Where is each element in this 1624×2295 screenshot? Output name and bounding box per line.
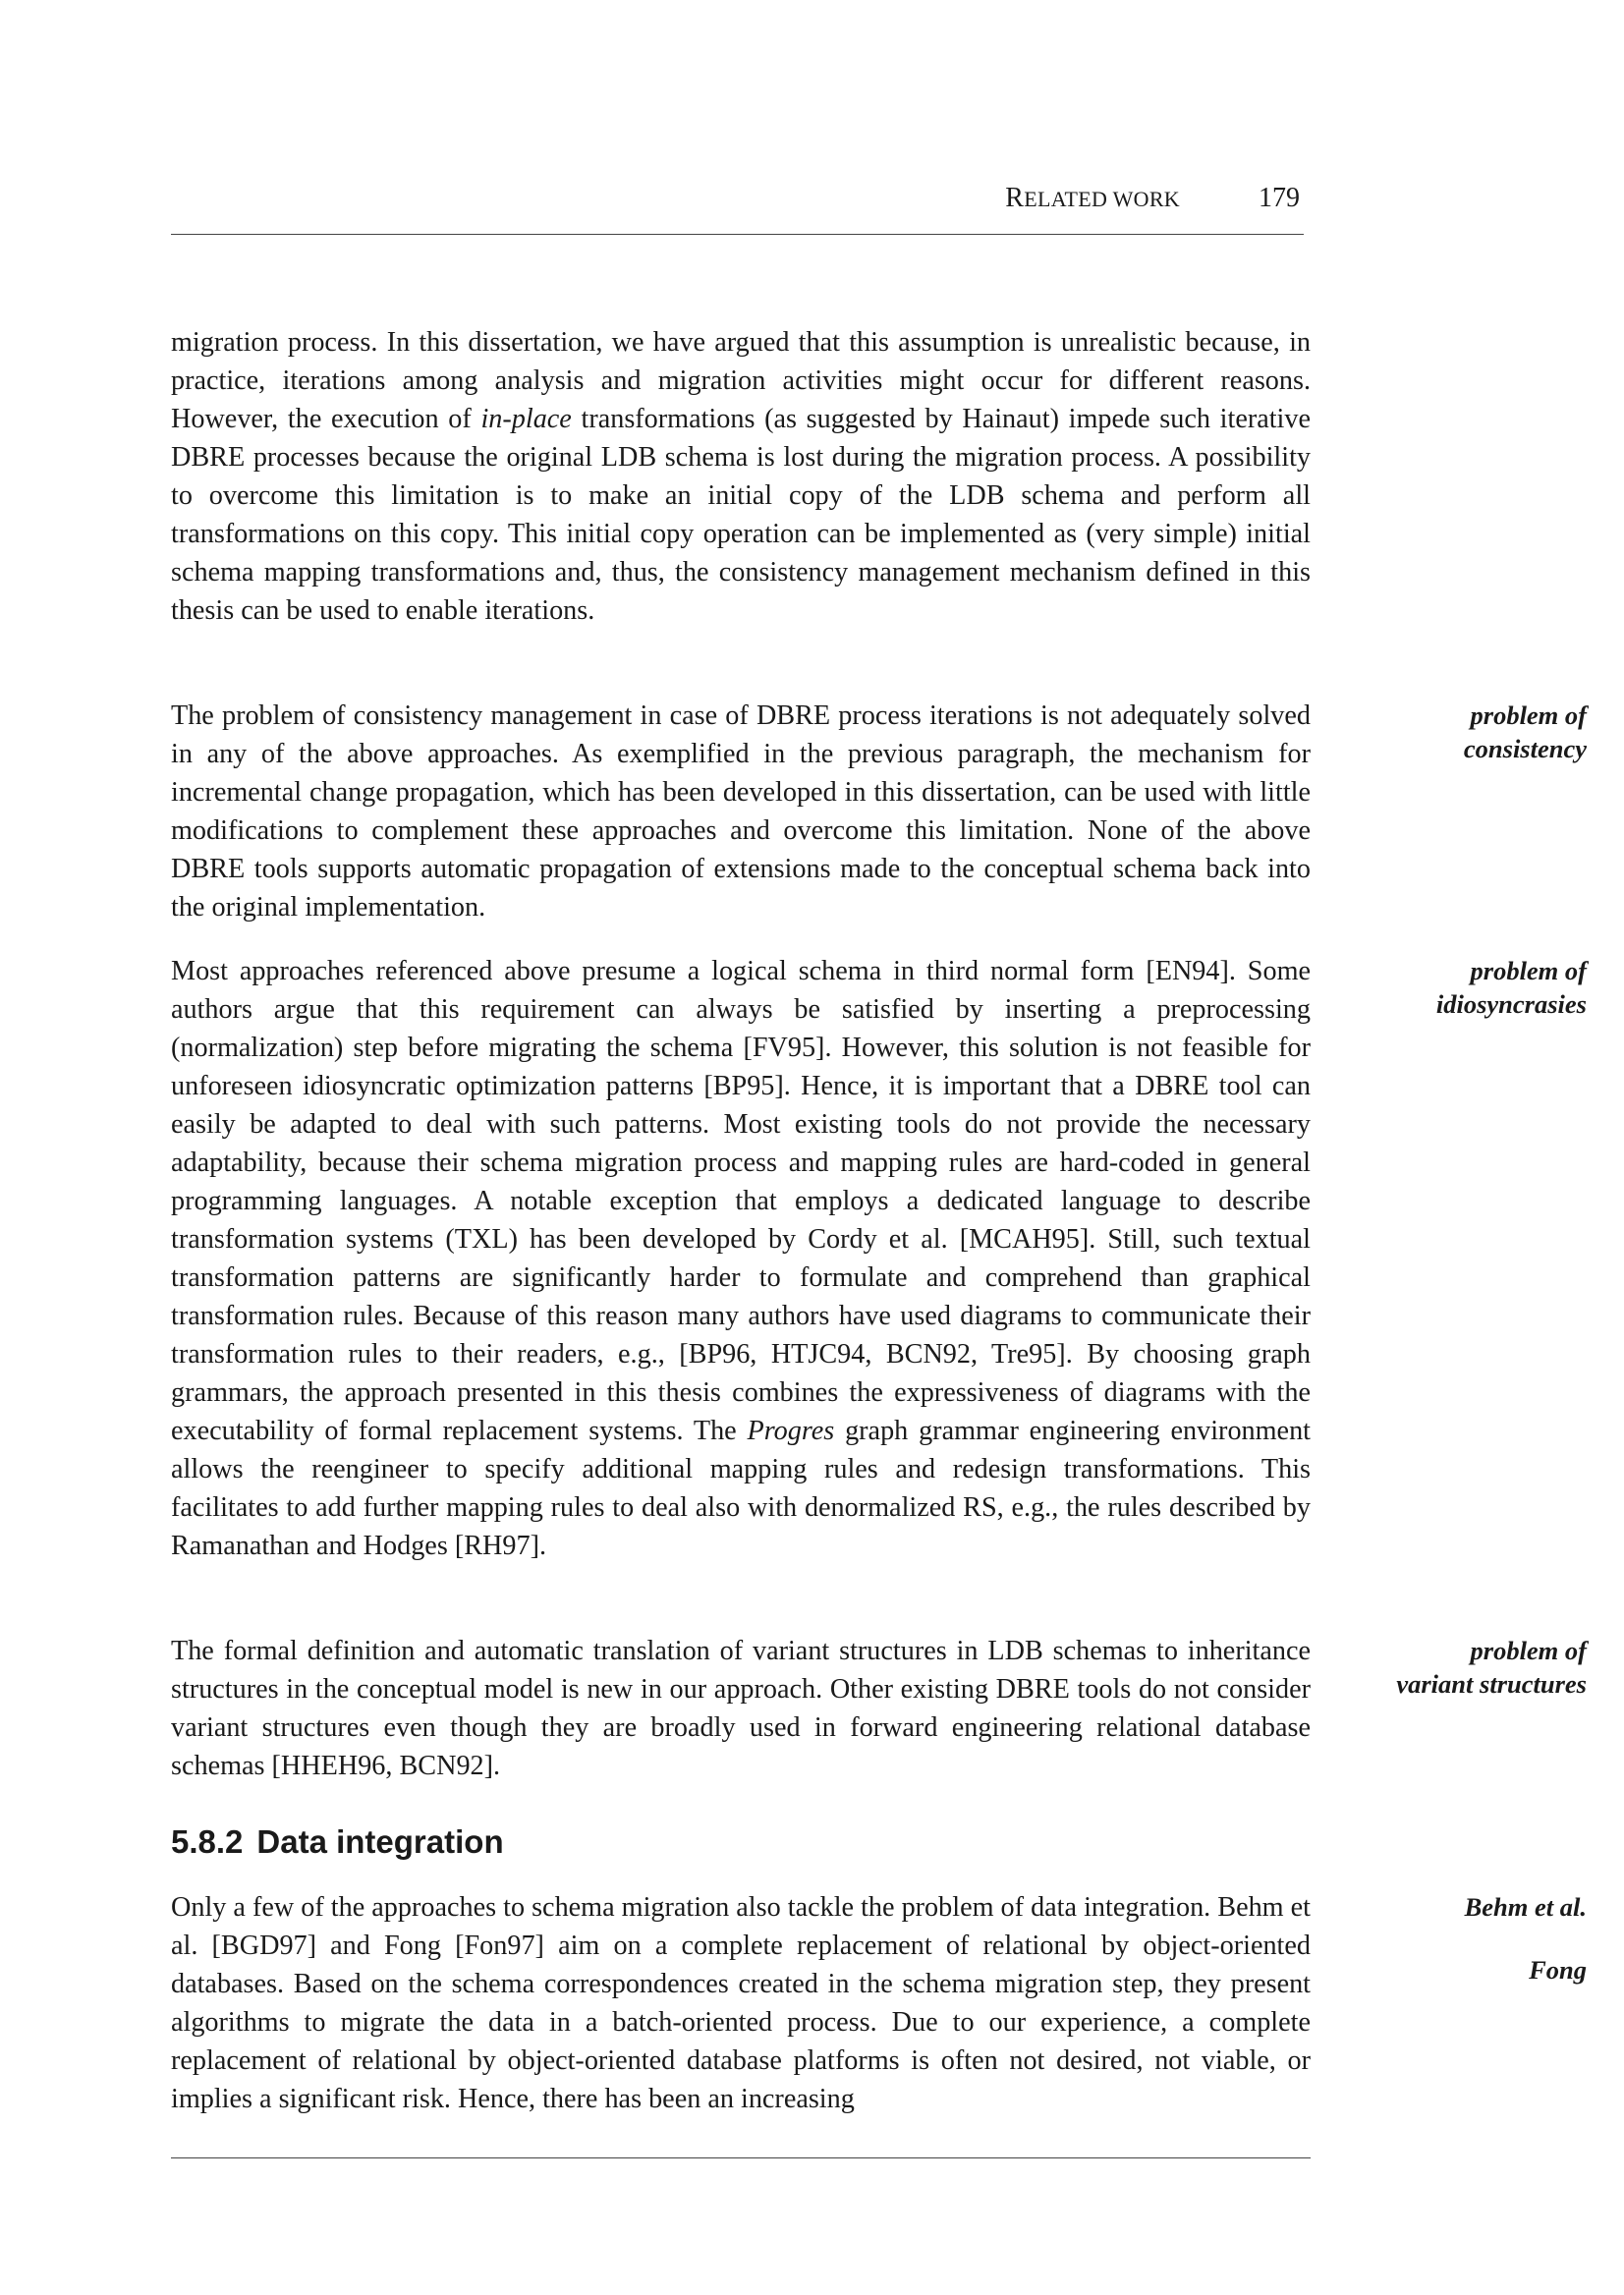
running-head: [171, 183, 1304, 216]
margin-note-consistency-line-1: problem of: [1470, 700, 1587, 730]
margin-note-fong: [1331, 1953, 1587, 1987]
paragraph-3: [171, 952, 1311, 1565]
page-number: 179: [1259, 183, 1300, 213]
margin-note-idiosyncrasies: [1331, 954, 1587, 1021]
paragraph-1-text-a: migration process. In this dissertation, we have argued that this assumption is unrealistic because, in practice, iterations among analysis and migration activities might occur for different reasons. However, the execution of: [171, 327, 1311, 434]
running-head-title: [1005, 183, 1180, 214]
margin-note-consistency: [1331, 699, 1587, 765]
section-title: Data integration: [256, 1823, 504, 1860]
paragraph-3-emphasis: Progres: [747, 1416, 835, 1446]
paragraph-4-text: The formal definition and automatic translation of variant structures in LDB schemas to inheritance structures in the conceptual model is new in our approach. Other existing DBRE tools do not consider variant structures even though they are broadly used in forward engineering relational database schemas [HHEH96, BCN92].: [171, 1636, 1311, 1781]
paragraph-1: [171, 323, 1311, 630]
section-number: 5.8.2: [171, 1823, 244, 1860]
running-head-title-rest: ELATED WORK: [1024, 187, 1180, 211]
section-heading: [171, 1823, 504, 1861]
header-rule: [171, 234, 1304, 235]
margin-note-behm-text: Behm et al.: [1464, 1892, 1587, 1922]
margin-note-fong-text: Fong: [1529, 1955, 1587, 1985]
paragraph-4: [171, 1632, 1311, 1785]
paragraph-5: [171, 1888, 1311, 2118]
running-head-title-initial: R: [1005, 183, 1025, 213]
paragraph-1-text-b: transformations (as suggested by Hainaut) impede such iterative DBRE processes because the original LDB schema is lost during the migration process. A possibility to overcome this limitation is to make an initial copy of the LDB schema and perform all transformations on this copy. This initial copy operation can be implemented as (very simple) initial schema mapping transformations and, thus, the consistency management mechanism defined in this thesis can be used to enable iterations.: [171, 404, 1311, 626]
footer-rule: [171, 2157, 1311, 2158]
paragraph-3-text-b: graph grammar engineering environment allows the reengineer to specify additional mapping rules and redesign transformations. This facilitates to add further mapping rules to deal also with denormalized RS, e.g., the rules described by Ramanathan and Hodges [RH97].: [171, 1416, 1311, 1561]
paragraph-5-text: Only a few of the approaches to schema migration also tackle the problem of data integration. Behm et al. [BGD97] and Fong [Fon97] aim on a complete replacement of relational by object-oriented databases. Based on the schema correspondences created in the schema migration step, they present algorithms to migrate the data in a batch-oriented process. Due to our experience, a complete replacement of relational by object-oriented database platforms is often not desired, not viable, or implies a significant risk. Hence, there has been an increasing: [171, 1892, 1311, 2114]
margin-note-idiosyncrasies-line-2: idiosyncrasies: [1435, 989, 1587, 1019]
margin-note-variant-structures: [1331, 1634, 1587, 1701]
paragraph-1-emphasis: in-place: [480, 404, 572, 434]
margin-note-consistency-line-2: consistency: [1463, 734, 1587, 763]
margin-note-behm: [1331, 1890, 1587, 1924]
paragraph-2: [171, 697, 1311, 926]
margin-note-idiosyncrasies-line-1: problem of: [1470, 956, 1587, 985]
paragraph-3-text-a: Most approaches referenced above presume a logical schema in third normal form [EN94]. Some authors argue that this requirement can always be satisfied by inserting a preprocessing (normalization) step before migrating the schema [FV95]. However, this solution is not feasible for unforeseen idiosyncratic optimization patterns [BP95]. Hence, it is important that a DBRE tool can easily be adapted to deal with such patterns. Most existing tools do not provide the necessary adaptability, because their schema migration process and mapping rules are hard-coded in general programming languages. A notable exception that employs a dedicated language to describe transformation systems (TXL) has been developed by Cordy et al. [MCAH95]. Still, such textual transformation patterns are significantly harder to formulate and comprehend than graphical transformation rules. Because of this reason many authors have used diagrams to communicate their transformation rules to their readers, e.g., [BP96, HTJC94, BCN92, Tre95]. By choosing graph grammars, the approach presented in this thesis combines the expressiveness of diagrams with the executability of formal replacement systems. The: [171, 956, 1311, 1446]
margin-note-variant-line-1: problem of: [1470, 1636, 1587, 1665]
paragraph-2-text: The problem of consistency management in case of DBRE process iterations is not adequately solved in any of the above approaches. As exemplified in the previous paragraph, the mechanism for incremental change propagation, which has been developed in this dissertation, can be used with little modifications to complement these approaches and overcome this limitation. None of the above DBRE tools supports automatic propagation of extensions made to the conceptual schema back into the original implementation.: [171, 700, 1311, 923]
margin-note-variant-line-2: variant structures: [1396, 1669, 1587, 1699]
